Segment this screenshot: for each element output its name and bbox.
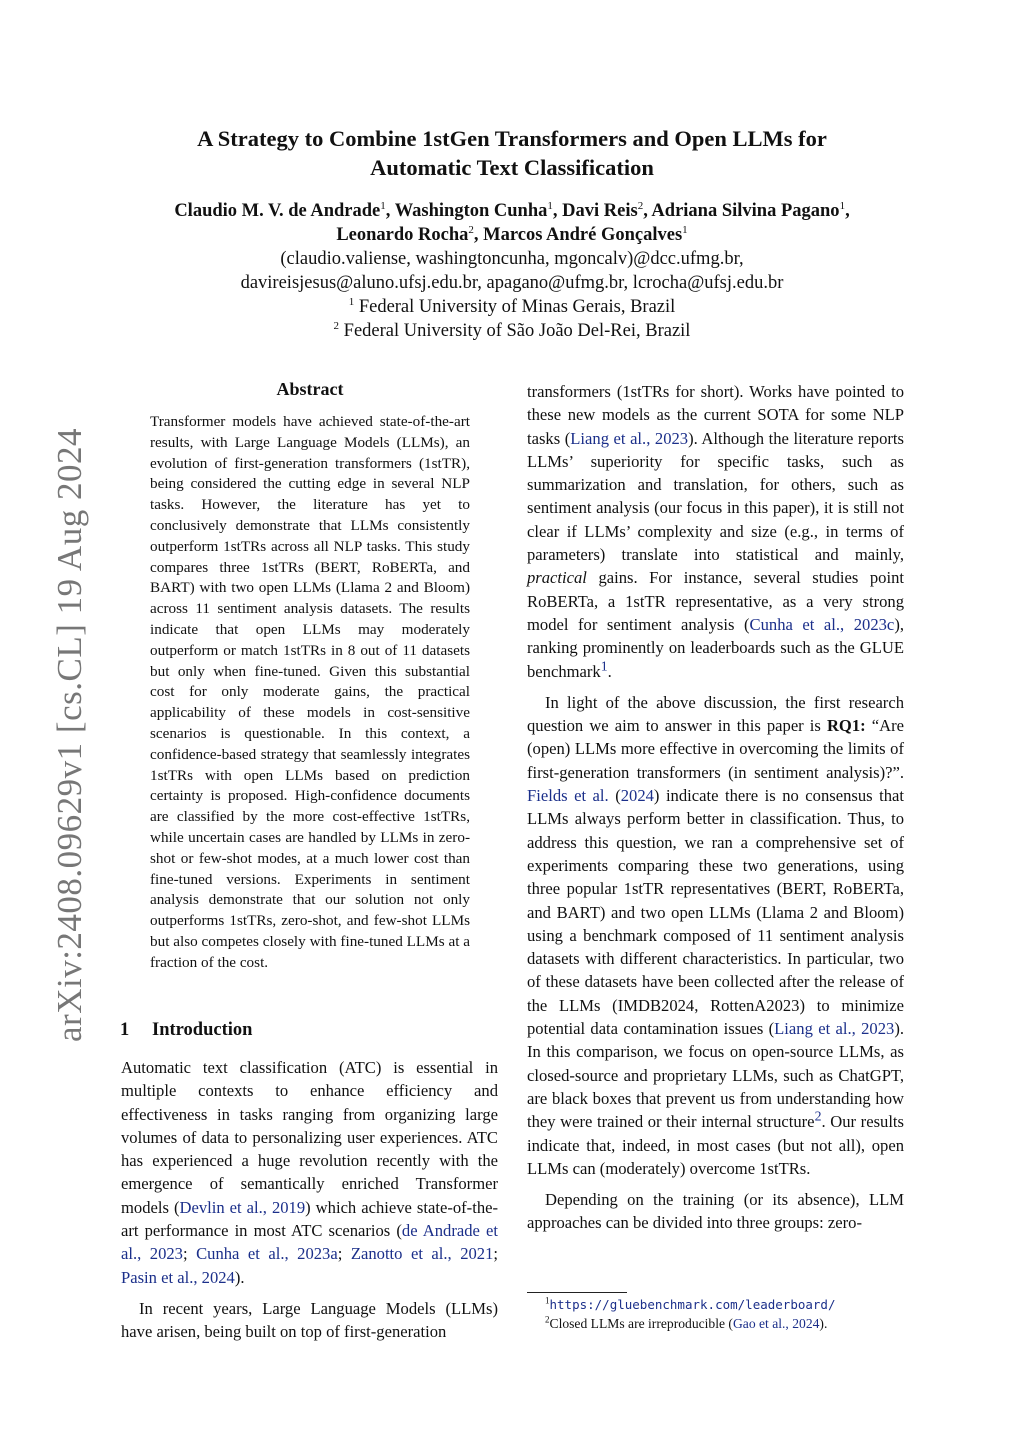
footnote-mark[interactable]: 1	[600, 658, 608, 674]
text-span: In light of the above discussion, the first research question we aim to answer in this paper is	[527, 692, 904, 736]
citation-link[interactable]: de Andrade et al., 2023	[121, 1221, 498, 1264]
affil-mark: 1	[839, 199, 846, 212]
abstract-heading: Abstract	[276, 379, 344, 399]
author-emails-line-1[interactable]: (claudio.valiense, washingtoncunha, mgoncalv)@dcc.ufmg.br,	[280, 249, 744, 269]
intro-paragraph-2-continued	[527, 380, 904, 683]
affil-mark: 2	[637, 199, 644, 212]
footnote-number: 2	[545, 1314, 550, 1325]
author-names-line-2: Leonardo Rocha$^2$, Marcos André Gonçalves$^1$	[336, 223, 688, 245]
citation-link[interactable]: Fields et al.	[527, 786, 609, 806]
arxiv-identifier: arXiv:2408.09629v1 [cs.CL] 19 Aug 2024	[50, 428, 89, 1042]
paper-title	[100, 124, 924, 182]
footnote-2	[545, 1316, 827, 1332]
footnote-text: Closed LLMs are irreproducible (	[549, 1316, 733, 1331]
citation-link[interactable]: 2024	[620, 786, 654, 806]
author-name: Davi Reis	[562, 201, 638, 221]
text-span: ) which achieve state-of-the-art performance in most ATC scenarios (	[121, 1197, 499, 1241]
affil-mark: 1	[682, 223, 688, 236]
text-span: “Are (open) LLMs more effective in overcoming the limits of first-generation transformers (in sentiment analysis)?”.	[527, 716, 904, 782]
text-span: .	[607, 661, 612, 681]
affiliation-text: Federal University of Minas Gerais, Brazil	[358, 297, 676, 317]
citation-link[interactable]: Cunha et al., 2023a	[196, 1244, 338, 1264]
affiliation-2	[80, 319, 944, 343]
footnote-divider	[527, 1292, 627, 1293]
footnote-text: ).	[819, 1316, 828, 1331]
author-name: Washington Cunha	[394, 201, 548, 221]
intro-paragraph-4: Depending on the training (or its absence), LLM approaches can be divided into three groups: zero-	[527, 1190, 904, 1233]
author-name: Leonardo Rocha	[336, 225, 469, 245]
section-number: 1	[120, 1020, 130, 1040]
affil-mark: 1	[380, 199, 386, 212]
footnote-mark[interactable]: 2	[814, 1108, 822, 1124]
author-name: Claudio M. V. de Andrade	[174, 201, 381, 221]
affil-mark: 2	[468, 223, 474, 236]
footnote-1	[545, 1297, 835, 1313]
title-line-2: Automatic Text Classification	[370, 155, 654, 180]
research-question-label: RQ1:	[826, 716, 866, 736]
citation-link[interactable]: Pasin et al., 2024	[121, 1267, 235, 1287]
author-name: Adriana Silvina Pagano	[651, 201, 840, 221]
citation-link[interactable]: Liang et al., 2023	[570, 428, 689, 448]
intro-paragraph-2: In recent years, Large Language Models (LLMs) have arisen, being built on top of first-generation	[121, 1298, 498, 1342]
affil-mark: 1	[348, 295, 355, 308]
citation-link[interactable]: Devlin et al., 2019	[179, 1197, 306, 1217]
right-column-body	[527, 380, 904, 1235]
citation-link[interactable]: Gao et al., 2024	[732, 1316, 820, 1331]
section-title: Introduction	[152, 1020, 253, 1040]
author-name: Marcos André Gonçalves	[483, 225, 683, 245]
left-column-body	[121, 1056, 498, 1344]
abstract-text: Transformer models have achieved state-of-the-art results, with Large Language Models (LLMs), an evolution of first-generation transformers (1stTR), being considered the cutting edge in several NLP tasks. However, the literature has yet to conclusively demonstrate that LLMs consistently outperform 1stTRs across all NLP tasks. This study compares three 1stTRs (BERT, RoBERTa, and BART) with two open LLMs (Llama 2 and Bloom) across 11 sentiment analysis datasets. The results indicate that open LLMs may moderately outperform or match 1stTRs in 8 out of 11 datasets but only when fine-tuned. Given this substantial cost for only moderate gains, the practical applicability of these models in cost-sensitive scenarios is questionable. In this context, a confidence-based strategy that seamlessly integrates 1stTRs with open LLMs based on prediction certainty is proposed. High-confidence documents are classified by the more cost-effective 1stTRs, while uncertain cases are handled by LLMs in zero-shot or few-shot modes, at a much lower cost than fine-tuned versions. Experiments in sentiment analysis demonstrate that our solution not only outperforms 1stTRs, zero-shot, and few-shot LLMs but also competes closely with fine-tuned LLMs at a fraction of the cost.	[150, 413, 470, 971]
text-span: . Our results indicate that, indeed, in most cases (but not all), open LLMs can (moderately) overcome 1stTRs.	[527, 1112, 904, 1178]
text-span: ). Although the literature reports LLMs’ superiority for specific tasks, such as summarization and translation, for others, such as sentiment analysis (our focus in this paper), it is still not clear if LLMs’ complexity and size (e.g., in terms of parameters) translate into statistical and mainly,	[527, 428, 904, 565]
author-names-line-1: Claudio M. V. de Andrade$^1$, Washington Cunha$^1$, Davi Reis$^2$, Adriana Silvina Pagano$^1$,	[174, 199, 850, 221]
text-span: Automatic text classification (ATC) is essential in multiple contexts to enhance efficiency and effectiveness in tasks ranging from organizing large volumes of data to personalizing user experiences. ATC has experienced a huge revolution recently with the emergence of semantically enriched Transformer models (	[121, 1058, 498, 1217]
footnote-url-link[interactable]: https://gluebenchmark.com/leaderboard/	[549, 1297, 836, 1312]
text-span: indicate there is no consensus that LLMs always perform better in classification. Thus, to address this question, we ran a comprehensive set of experiments comparing these two generations, using three popular 1stTR representatives (BERT, RoBERTa, and BART) and two open LLMs (Llama 2 and Bloom) using a benchmark composed of 11 sentiment analysis datasets with different characteristics. In particular, two of these datasets have been collected after the release of the LLMs (IMDB2024, RottenA2023) to minimize potential data contamination issues (	[527, 786, 904, 1039]
citation-link[interactable]: Cunha et al., 2023c	[749, 614, 895, 634]
text-span: ).	[234, 1267, 245, 1287]
text-span: gains. For instance, several studies point RoBERTa, a 1stTR representative, as a very strong model for sentiment analysis (	[527, 568, 904, 634]
citation-link[interactable]: Zanotto et al., 2021	[350, 1244, 494, 1264]
affil-mark: 1	[547, 199, 553, 212]
text-span: ). In this comparison, we focus on open-source LLMs, as closed-source and proprietary LLMs, such as ChatGPT, are black boxes that prevent us from understanding how they were trained or their internal structure	[527, 1019, 904, 1132]
section-heading-introduction	[120, 1020, 252, 1041]
emphasis: practical	[527, 568, 587, 588]
affiliation-1	[80, 295, 944, 319]
affiliation-text: Federal University of São João Del-Rei, Brazil	[343, 321, 691, 341]
footnote-number: 1	[545, 1295, 550, 1306]
intro-paragraph-3: In light of the above discussion, the first research question we aim to answer in this paper is RQ1: “Are (open) LLMs more effective in overcoming the limits of first-generation transformers (in sentiment analysis)?”. Fields et al. (2024) indicate there is no consensus that LLMs always perform better in classification. Thus, to address this question, we ran a comprehensive set of experiments comparing these two generations, using three popular 1stTR representatives (BERT, RoBERTa, and BART) and two open LLMs (Llama 2 and Bloom) using a benchmark composed of 11 sentiment analysis datasets with different characteristics. In particular, two of these datasets have been collected after the release of the LLMs (IMDB2024, RottenA2023) to minimize potential data contamination issues (Liang et al., 2023). In this comparison, we focus on open-source LLMs, as closed-source and proprietary LLMs, such as ChatGPT, are black boxes that prevent us from understanding how they were trained or their internal structure$^2$. Our results indicate that, indeed, in most cases (but not all), open LLMs can (moderately) overcome 1stTRs.	[527, 692, 904, 1178]
text-span: transformers (1stTRs for short). Works have pointed to these new models as the current SOTA for some NLP tasks (	[527, 382, 904, 448]
text-span: ), ranking prominently on leaderboards such as the GLUE benchmark	[527, 614, 904, 681]
title-line-1: A Strategy to Combine 1stGen Transformers and Open LLMs for	[197, 126, 827, 151]
citation-link[interactable]: Liang et al., 2023	[774, 1019, 895, 1039]
intro-paragraph-1: Automatic text classification (ATC) is essential in multiple contexts to enhance efficiency and effectiveness in tasks ranging from organizing large volumes of data to personalizing user experiences. ATC has experienced a huge revolution recently with the emergence of semantically enriched Transformer models (Devlin et al., 2019) which achieve state-of-the-art performance in most ATC scenarios (de Andrade et al., 2023; Cunha et al., 2023a; Zanotto et al., 2021; Pasin et al., 2024).	[121, 1058, 499, 1287]
author-emails-line-2[interactable]: davireisjesus@aluno.ufsj.edu.br, apagano@ufmg.br, lcrocha@ufsj.edu.br	[240, 273, 784, 293]
affil-mark: 2	[333, 319, 340, 332]
author-block	[80, 199, 944, 343]
abstract-body	[150, 412, 470, 974]
